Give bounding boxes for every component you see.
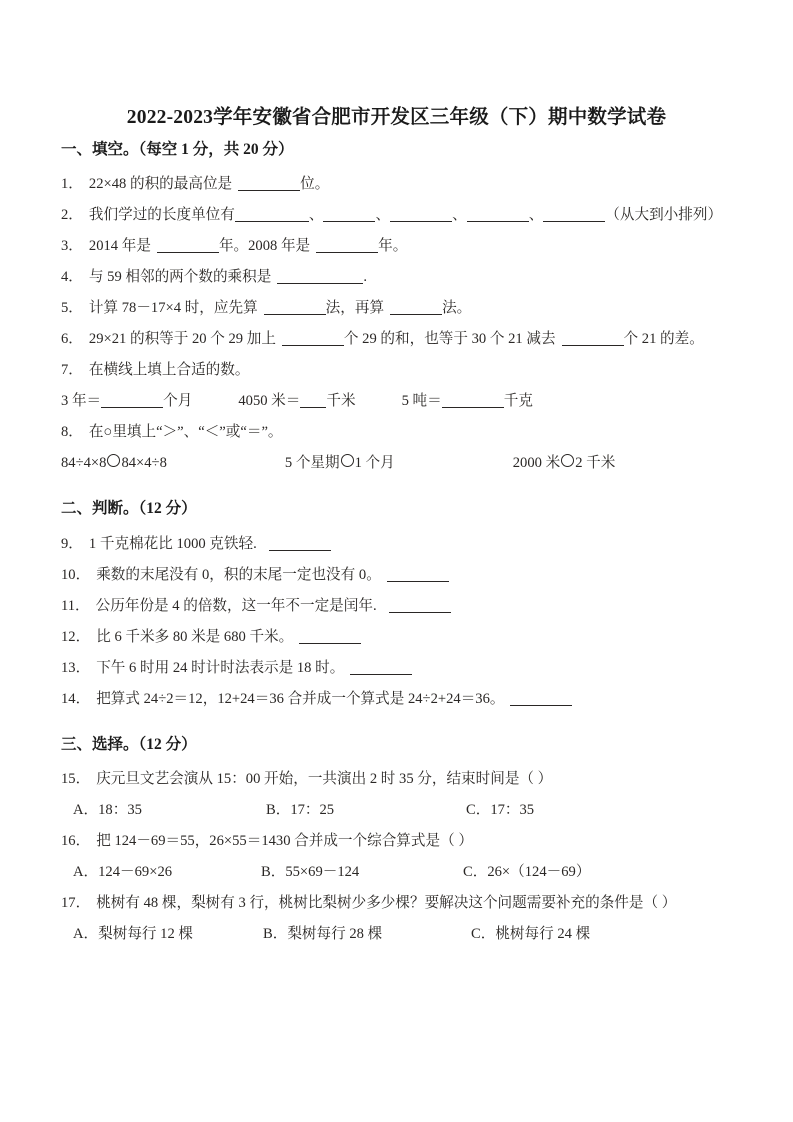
question-6-text-tail: 个 21 的差。 [623, 331, 704, 348]
question-13-number: 13． [61, 659, 91, 676]
question-17-option-c[interactable]: C．桃树每行 24 棵 [471, 925, 591, 942]
question-16 [61, 826, 731, 857]
question-17-option-b[interactable]: B．梨树每行 28 棵 [263, 925, 383, 942]
compare-circle-icon[interactable] [561, 454, 574, 467]
question-17 [61, 888, 731, 919]
question-8-sub-row [61, 448, 731, 479]
question-7-item1-label: 3 年＝ [61, 393, 102, 410]
question-6-text: 29×21 的积等于 20 个 29 加上 [88, 331, 276, 348]
question-4-text: 与 59 相邻的两个数的乘积是 [88, 269, 272, 286]
question-7-item3-unit: 千克 [503, 393, 533, 410]
question-17-options [61, 919, 731, 950]
question-10-answer-blank[interactable] [387, 568, 449, 582]
question-8-item3-right: 2 千米 [575, 455, 616, 472]
question-16-options [61, 857, 731, 888]
question-14-number: 14． [61, 690, 91, 707]
question-17-text: 桃树有 48 棵，梨树有 3 行，桃树比梨树少多少棵？要解决这个问题需要补充的条件是（ ） [96, 894, 677, 911]
question-15-number: 15． [61, 770, 91, 787]
question-9-number: 9． [61, 535, 83, 552]
question-6-text-mid: 个 29 的和，也等于 30 个 21 减去 [343, 331, 556, 348]
question-4-blank-1[interactable] [277, 270, 363, 284]
question-15-option-b[interactable]: B．17：25 [266, 801, 335, 818]
question-4-number: 4． [61, 269, 83, 286]
question-8-item1-right: 84×4÷8 [121, 455, 167, 472]
question-6-blank-2[interactable] [562, 332, 624, 346]
question-2-number: 2． [61, 207, 83, 224]
question-15-option-c[interactable]: C．17：35 [466, 801, 535, 818]
question-13 [61, 653, 731, 684]
question-2-text-tail: （从大到小排列） [605, 207, 723, 224]
exam-content [61, 138, 731, 950]
question-15-options [61, 795, 731, 826]
question-11-text: 公历年份是 4 的倍数，这一年不一定是闰年. [95, 597, 377, 614]
question-3 [61, 231, 731, 262]
question-15-text: 庆元旦文艺会演从 15：00 开始，一共演出 2 时 35 分，结束时间是（ ） [96, 770, 553, 787]
question-12-answer-blank[interactable] [299, 630, 361, 644]
question-2-text: 我们学过的长度单位有 [88, 207, 235, 224]
question-3-text: 2014 年是 [88, 238, 151, 255]
question-5-blank-2[interactable] [390, 301, 442, 315]
question-14-text: 把算式 24÷2＝12，12+24＝36 合并成一个算式是 24÷2+24＝36。 [96, 690, 505, 707]
question-2-sep-1: 、 [308, 207, 324, 224]
question-7-item2-unit: 千米 [326, 393, 356, 410]
question-5-number: 5． [61, 300, 83, 317]
question-8-text: 在○里填上“＞”、“＜”或“＝”。 [88, 424, 283, 441]
question-16-option-b[interactable]: B．55×69－124 [261, 863, 360, 880]
question-1 [61, 169, 731, 200]
question-7-text: 在横线上填上合适的数。 [88, 362, 250, 379]
question-17-option-a[interactable]: A．梨树每行 12 棵 [73, 925, 193, 942]
question-13-answer-blank[interactable] [350, 661, 412, 675]
question-14-answer-blank[interactable] [510, 692, 572, 706]
question-7-blank-2[interactable] [300, 394, 326, 408]
section-heading-fill-blank: 一、填空。（每空 1 分，共 20 分） [61, 141, 294, 158]
question-10-text: 乘数的末尾没有 0，积的末尾一定也没有 0。 [96, 566, 381, 583]
question-5-blank-1[interactable] [264, 301, 326, 315]
compare-circle-icon[interactable] [341, 454, 354, 467]
question-7-blank-1[interactable] [101, 394, 163, 408]
question-2-blank-2[interactable] [323, 208, 375, 222]
question-8-item2-left: 5 个星期 [284, 455, 340, 472]
question-9-answer-blank[interactable] [269, 537, 331, 551]
question-7-item3-label: 5 吨＝ [401, 393, 442, 410]
question-5-text-tail: 法。 [442, 300, 472, 317]
question-2-blank-1[interactable] [235, 208, 309, 222]
question-10-number: 10． [61, 566, 91, 583]
question-7-sub-row [61, 386, 731, 417]
question-12-text: 比 6 千米多 80 米是 680 千米。 [96, 628, 294, 645]
page-title: 2022-2023学年安徽省合肥市开发区三年级（下）期中数学试卷 [126, 107, 667, 128]
question-5 [61, 293, 731, 324]
section-heading-multiple-choice: 三、选择。（12 分） [61, 735, 197, 753]
question-8-number: 8． [61, 424, 83, 441]
compare-circle-icon[interactable] [107, 454, 120, 467]
question-13-text: 下午 6 时用 24 时计时法表示是 18 时。 [96, 659, 345, 676]
question-10 [61, 560, 731, 591]
question-9 [61, 529, 731, 560]
question-3-blank-2[interactable] [316, 239, 378, 253]
question-7 [61, 355, 731, 386]
question-9-text: 1 千克棉花比 1000 克铁轻. [88, 535, 257, 552]
question-3-number: 3． [61, 238, 83, 255]
question-1-number: 1． [61, 176, 83, 193]
question-2 [61, 200, 731, 231]
question-16-number: 16． [61, 832, 91, 849]
question-2-sep-3: 、 [452, 207, 467, 224]
question-7-item2-label: 4050 米＝ [238, 393, 301, 410]
question-4-text-tail: . [363, 269, 367, 286]
question-15-option-a[interactable]: A．18：35 [73, 801, 142, 818]
question-8-item2-right: 1 个月 [354, 455, 395, 472]
question-2-blank-4[interactable] [467, 208, 529, 222]
question-8-item3-left: 2000 米 [512, 455, 561, 472]
question-1-blank-1[interactable] [238, 177, 300, 191]
question-6 [61, 324, 731, 355]
question-2-sep-2: 、 [375, 207, 391, 224]
question-14 [61, 684, 731, 715]
question-6-number: 6． [61, 331, 83, 348]
section-heading-true-false: 二、判断。（12 分） [61, 500, 197, 518]
question-5-text: 计算 78－17×4 时，应先算 [88, 300, 258, 317]
question-16-text: 把 124－69＝55，26×55＝1430 合并成一个综合算式是（ ） [96, 832, 473, 849]
question-2-sep-4: 、 [528, 207, 544, 224]
question-3-blank-1[interactable] [157, 239, 219, 253]
question-15 [61, 764, 731, 795]
question-7-number: 7． [61, 362, 83, 379]
question-2-blank-5[interactable] [543, 208, 605, 222]
question-3-text-mid: 年。2008 年是 [218, 238, 311, 255]
question-11 [61, 591, 731, 622]
question-12 [61, 622, 731, 653]
question-3-text-tail: 年。 [378, 238, 408, 255]
question-17-number: 17． [61, 894, 91, 911]
question-7-item1-unit: 个月 [163, 393, 193, 410]
question-1-text: 22×48 的积的最高位是 [88, 176, 233, 193]
question-16-option-a[interactable]: A．124－69×26 [73, 863, 173, 880]
question-5-text-mid: 法，再算 [325, 300, 385, 317]
question-16-option-c[interactable]: C．26×（124－69） [463, 863, 591, 880]
question-2-blank-3[interactable] [390, 208, 452, 222]
question-7-blank-3[interactable] [442, 394, 504, 408]
question-8-item1-left: 84÷4×8 [61, 455, 107, 472]
question-12-number: 12． [61, 628, 91, 645]
question-11-number: 11． [61, 597, 90, 614]
question-4 [61, 262, 731, 293]
question-1-text-tail: 位。 [300, 176, 330, 193]
question-11-answer-blank[interactable] [389, 599, 451, 613]
question-6-blank-1[interactable] [282, 332, 344, 346]
question-8 [61, 417, 731, 448]
